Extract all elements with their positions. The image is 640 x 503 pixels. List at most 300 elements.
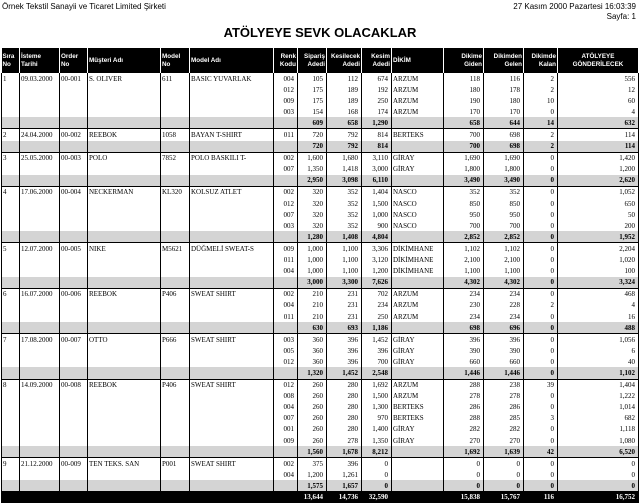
table-cell: [161, 175, 190, 187]
table-cell: [190, 356, 274, 367]
table-cell: 2: [524, 73, 558, 84]
table-cell: [2, 84, 20, 95]
table-cell: 1,560: [298, 446, 327, 458]
table-cell: 004: [274, 300, 298, 311]
table-cell: 009: [274, 95, 298, 106]
table-cell: [88, 311, 161, 322]
table-cell: [60, 164, 88, 175]
table-cell: 702: [362, 288, 392, 300]
table-cell: 14: [524, 117, 558, 129]
table-cell: 16.07.2000: [20, 288, 60, 300]
table-cell: [161, 322, 190, 334]
table-cell: 17.06.2000: [20, 186, 60, 198]
table-cell: 168: [327, 106, 362, 117]
table-cell: [161, 117, 190, 129]
table-cell: NASCO: [392, 209, 444, 220]
table-cell: 012: [274, 379, 298, 391]
table-cell: 112: [327, 73, 362, 84]
table-cell: [2, 424, 20, 435]
table-cell: 189: [327, 95, 362, 106]
table-cell: 8: [2, 379, 20, 391]
table-cell: 200: [558, 220, 639, 231]
table-cell: 2,620: [558, 175, 639, 187]
table-cell: SWEAT SHIRT: [190, 379, 274, 391]
table-cell: [60, 266, 88, 277]
table-row: [2, 458, 639, 470]
table-cell: [20, 198, 60, 209]
table-cell: 3,490: [484, 175, 524, 187]
table-cell: 632: [558, 117, 639, 129]
table-cell: 3,000: [298, 277, 327, 289]
table-cell: [190, 277, 274, 289]
table-cell: [88, 277, 161, 289]
table-cell: [88, 175, 161, 187]
table-cell: 210: [298, 300, 327, 311]
table-cell: [392, 141, 444, 153]
table-cell: 24.04.2000: [20, 129, 60, 141]
table-cell: 285: [484, 413, 524, 424]
table-cell: 1,800: [444, 164, 484, 175]
table-cell: 005: [274, 345, 298, 356]
table-cell: [60, 209, 88, 220]
table-cell: 0: [524, 334, 558, 346]
table-cell: [60, 446, 88, 458]
table-cell: 352: [327, 198, 362, 209]
table-cell: 0: [558, 458, 639, 470]
table-cell: [88, 84, 161, 95]
table-cell: [392, 322, 444, 334]
table-cell: 178: [484, 84, 524, 95]
table-cell: [2, 231, 20, 243]
table-cell: 231: [327, 300, 362, 311]
table-cell: [392, 117, 444, 129]
table-cell: 2: [524, 84, 558, 95]
table-cell: 1,400: [362, 424, 392, 435]
table-cell: 0: [444, 458, 484, 470]
table-cell: [60, 356, 88, 367]
table-cell: 850: [444, 198, 484, 209]
table-cell: NASCO: [392, 198, 444, 209]
table-cell: [161, 345, 190, 356]
table-cell: [274, 117, 298, 129]
table-cell: 1,100: [484, 266, 524, 277]
table-cell: [161, 446, 190, 458]
table-cell: [60, 300, 88, 311]
table-row: [2, 424, 639, 435]
table-cell: 0: [362, 469, 392, 480]
table-cell: 4,302: [484, 277, 524, 289]
table-cell: 0: [524, 288, 558, 300]
table-cell: [161, 435, 190, 446]
table-cell: [2, 255, 20, 266]
table-cell: 00-002: [60, 129, 88, 141]
column-header: Renk Kodu: [274, 48, 298, 73]
table-row: [2, 152, 639, 164]
table-cell: 320: [298, 198, 327, 209]
table-cell: SWEAT SHIRT: [190, 334, 274, 346]
table-cell: 0: [524, 209, 558, 220]
table-cell: [88, 446, 161, 458]
table-row: [2, 288, 639, 300]
table-cell: 1,452: [362, 334, 392, 346]
table-cell: [161, 106, 190, 117]
table-cell: [60, 424, 88, 435]
table-cell: 1,500: [362, 391, 392, 402]
table-cell: 1,692: [444, 446, 484, 458]
table-cell: [274, 175, 298, 187]
table-cell: [190, 175, 274, 187]
table-cell: 950: [484, 209, 524, 220]
table-cell: 012: [274, 84, 298, 95]
table-cell: 0: [524, 255, 558, 266]
table-cell: 0: [524, 391, 558, 402]
table-cell: 700: [362, 356, 392, 367]
table-cell: 00-005: [60, 243, 88, 255]
table-cell: 0: [362, 458, 392, 470]
table-cell: 009: [274, 243, 298, 255]
table-row: [2, 73, 639, 84]
table-cell: 4,804: [362, 231, 392, 243]
table-cell: [2, 141, 20, 153]
table-row: [2, 164, 639, 175]
table-cell: 1,408: [327, 231, 362, 243]
subtotal-row: [2, 117, 639, 129]
table-cell: 1,100: [327, 266, 362, 277]
table-cell: [190, 266, 274, 277]
table-cell: [190, 311, 274, 322]
report-date-time: 27 Kasım 2000 Pazartesi 16:03:39: [513, 2, 636, 11]
table-cell: NASCO: [392, 186, 444, 198]
table-cell: 7,626: [362, 277, 392, 289]
table-cell: [20, 231, 60, 243]
table-cell: 396: [362, 345, 392, 356]
table-cell: 2,548: [362, 367, 392, 379]
table-cell: [2, 469, 20, 480]
table-cell: [60, 106, 88, 117]
shipment-table: [1, 48, 639, 503]
table-cell: [20, 480, 60, 491]
table-cell: [20, 446, 60, 458]
table-cell: 7: [2, 334, 20, 346]
table-cell: REEBOK: [88, 288, 161, 300]
table-cell: [2, 446, 20, 458]
table-cell: [60, 469, 88, 480]
table-cell: 0: [558, 469, 639, 480]
table-cell: 792: [327, 141, 362, 153]
table-cell: 231: [327, 288, 362, 300]
table-cell: 352: [484, 186, 524, 198]
table-cell: [190, 198, 274, 209]
table-cell: 008: [274, 391, 298, 402]
table-cell: [2, 175, 20, 187]
table-cell: 234: [444, 288, 484, 300]
table-cell: [60, 491, 88, 502]
table-cell: 3,324: [558, 277, 639, 289]
table-cell: [190, 424, 274, 435]
page-number: Sayfa: 1: [606, 12, 636, 21]
table-cell: 1,100: [444, 266, 484, 277]
table-cell: DİKİMHANE: [392, 243, 444, 255]
table-cell: [392, 469, 444, 480]
table-cell: [190, 367, 274, 379]
table-cell: 0: [524, 367, 558, 379]
table-cell: 488: [558, 322, 639, 334]
table-cell: 1,000: [298, 243, 327, 255]
table-cell: [392, 458, 444, 470]
company-name: Örnek Tekstil Sanayii ve Ticaret Limited Şirketi: [2, 2, 166, 11]
table-cell: [60, 220, 88, 231]
table-cell: 3,120: [362, 255, 392, 266]
table-cell: 192: [362, 84, 392, 95]
table-cell: M5621: [161, 243, 190, 255]
table-cell: 360: [298, 334, 327, 346]
table-cell: [2, 491, 20, 502]
table-cell: [161, 198, 190, 209]
table-cell: 260: [298, 391, 327, 402]
table-cell: 1,222: [558, 391, 639, 402]
table-cell: 0: [524, 198, 558, 209]
table-cell: [274, 277, 298, 289]
table-cell: 278: [444, 391, 484, 402]
table-cell: [190, 413, 274, 424]
table-row: [2, 84, 639, 95]
table-cell: 660: [444, 356, 484, 367]
table-cell: 693: [327, 322, 362, 334]
table-row: [2, 186, 639, 198]
table-cell: 700: [444, 141, 484, 153]
table-cell: 0: [484, 469, 524, 480]
table-cell: DÜĞMELİ SWEAT-S: [190, 243, 274, 255]
table-cell: 25.05.2000: [20, 152, 60, 164]
table-cell: 5: [2, 243, 20, 255]
table-cell: [88, 300, 161, 311]
table-cell: 114: [558, 129, 639, 141]
table-cell: 001: [274, 424, 298, 435]
report-title: ATÖLYEYE SEVK OLACAKLAR: [223, 25, 417, 40]
header-meta: [513, 2, 636, 22]
table-cell: 1: [2, 73, 20, 84]
table-row: [2, 402, 639, 413]
table-row: [2, 311, 639, 322]
table-cell: [190, 84, 274, 95]
table-cell: [20, 106, 60, 117]
table-cell: [161, 480, 190, 491]
table-cell: [20, 469, 60, 480]
table-cell: [88, 413, 161, 424]
table-cell: 6,110: [362, 175, 392, 187]
table-cell: 00-001: [60, 73, 88, 84]
table-row: [2, 209, 639, 220]
table-cell: 1,404: [558, 379, 639, 391]
table-row: [2, 469, 639, 480]
table-cell: 814: [362, 141, 392, 153]
table-cell: 004: [274, 469, 298, 480]
table-cell: 6: [558, 345, 639, 356]
table-cell: 60: [558, 95, 639, 106]
table-cell: NASCO: [392, 220, 444, 231]
table-cell: [60, 345, 88, 356]
table-cell: 002: [274, 288, 298, 300]
table-row: [2, 300, 639, 311]
table-cell: [20, 424, 60, 435]
table-cell: 1,692: [362, 379, 392, 391]
table-row: [2, 435, 639, 446]
table-cell: 0: [484, 480, 524, 491]
table-cell: [274, 491, 298, 502]
table-cell: 14.09.2000: [20, 379, 60, 391]
table-cell: 1,639: [484, 446, 524, 458]
table-cell: 2,852: [444, 231, 484, 243]
table-cell: [274, 141, 298, 153]
table-cell: 2,852: [484, 231, 524, 243]
table-cell: 42: [524, 446, 558, 458]
table-cell: [190, 255, 274, 266]
table-cell: [88, 322, 161, 334]
table-cell: [60, 391, 88, 402]
table-cell: GİRAY: [392, 345, 444, 356]
table-cell: [20, 277, 60, 289]
table-cell: 1,952: [558, 231, 639, 243]
column-header: ATÖLYEYE GÖNDERİLECEK: [558, 48, 639, 73]
table-cell: 40: [558, 356, 639, 367]
table-cell: 278: [327, 435, 362, 446]
table-cell: [2, 345, 20, 356]
table-cell: 007: [274, 413, 298, 424]
table-cell: [60, 480, 88, 491]
column-header: Model No: [161, 48, 190, 73]
table-cell: [161, 300, 190, 311]
table-cell: [392, 480, 444, 491]
table-cell: 250: [362, 95, 392, 106]
table-cell: [88, 391, 161, 402]
table-cell: 39: [524, 379, 558, 391]
table-cell: [190, 95, 274, 106]
table-cell: [60, 141, 88, 153]
table-cell: 50: [558, 209, 639, 220]
column-header: Sıra No: [2, 48, 20, 73]
table-cell: REEBOK: [88, 379, 161, 391]
table-cell: 118: [444, 73, 484, 84]
table-cell: 189: [327, 84, 362, 95]
table-cell: 1,690: [444, 152, 484, 164]
table-cell: 0: [524, 458, 558, 470]
column-header: Dikime Giden: [444, 48, 484, 73]
table-cell: S. OLIVER: [88, 73, 161, 84]
table-cell: [2, 106, 20, 117]
table-cell: GİRAY: [392, 164, 444, 175]
table-row: [2, 356, 639, 367]
table-cell: [60, 311, 88, 322]
table-cell: [2, 311, 20, 322]
table-cell: [161, 391, 190, 402]
table-cell: [88, 117, 161, 129]
table-cell: [60, 413, 88, 424]
table-cell: KOLSUZ ATLET: [190, 186, 274, 198]
table-cell: 674: [362, 73, 392, 84]
table-cell: 792: [327, 129, 362, 141]
table-cell: 32,590: [362, 491, 392, 502]
table-cell: 011: [274, 129, 298, 141]
table-cell: 12.07.2000: [20, 243, 60, 255]
table-cell: [88, 345, 161, 356]
table-cell: [60, 117, 88, 129]
table-cell: 720: [298, 141, 327, 153]
table-cell: 170: [484, 106, 524, 117]
table-cell: 0: [484, 458, 524, 470]
table-cell: 2: [2, 129, 20, 141]
table-cell: 0: [524, 106, 558, 117]
table-cell: 0: [558, 480, 639, 491]
table-cell: 1,350: [362, 435, 392, 446]
table-cell: 0: [524, 480, 558, 491]
table-cell: [161, 356, 190, 367]
table-cell: 003: [274, 334, 298, 346]
table-cell: P666: [161, 334, 190, 346]
table-cell: 970: [362, 413, 392, 424]
table-cell: 114: [558, 141, 639, 153]
table-cell: 1,678: [327, 446, 362, 458]
table-cell: 900: [362, 220, 392, 231]
table-cell: [60, 402, 88, 413]
table-cell: 1,000: [298, 266, 327, 277]
table-cell: [2, 220, 20, 231]
table-cell: [161, 220, 190, 231]
table-cell: 375: [298, 458, 327, 470]
table-row: [2, 345, 639, 356]
table-cell: 396: [327, 458, 362, 470]
table-cell: [20, 209, 60, 220]
table-cell: GİRAY: [392, 356, 444, 367]
table-cell: 390: [444, 345, 484, 356]
table-cell: 250: [362, 311, 392, 322]
subtotal-row: [2, 367, 639, 379]
table-cell: [161, 164, 190, 175]
table-cell: [161, 402, 190, 413]
table-cell: 234: [484, 288, 524, 300]
table-cell: 696: [484, 322, 524, 334]
table-cell: 0: [524, 175, 558, 187]
table-cell: ARZUM: [392, 73, 444, 84]
table-cell: 260: [298, 424, 327, 435]
table-cell: P001: [161, 458, 190, 470]
table-cell: 13,644: [298, 491, 327, 502]
table-cell: 0: [524, 356, 558, 367]
table-cell: 231: [327, 311, 362, 322]
table-cell: [88, 141, 161, 153]
table-cell: 1,418: [327, 164, 362, 175]
table-cell: BASIC YUVARLAK: [190, 73, 274, 84]
column-header: Model Adı: [190, 48, 274, 73]
table-cell: 21.12.2000: [20, 458, 60, 470]
table-cell: 0: [524, 152, 558, 164]
table-cell: 698: [484, 129, 524, 141]
table-cell: 320: [298, 186, 327, 198]
table-cell: 1,100: [327, 243, 362, 255]
table-cell: 396: [327, 345, 362, 356]
table-cell: DİKİMHANE: [392, 266, 444, 277]
table-cell: 360: [298, 345, 327, 356]
column-header: İsteme Tarihi: [20, 48, 60, 73]
table-cell: 011: [274, 255, 298, 266]
table-cell: [60, 322, 88, 334]
table-cell: [60, 367, 88, 379]
grand-total-row: [2, 491, 639, 502]
subtotal-row: [2, 446, 639, 458]
table-cell: [274, 480, 298, 491]
table-cell: 238: [484, 379, 524, 391]
table-cell: [2, 413, 20, 424]
table-cell: 720: [298, 129, 327, 141]
